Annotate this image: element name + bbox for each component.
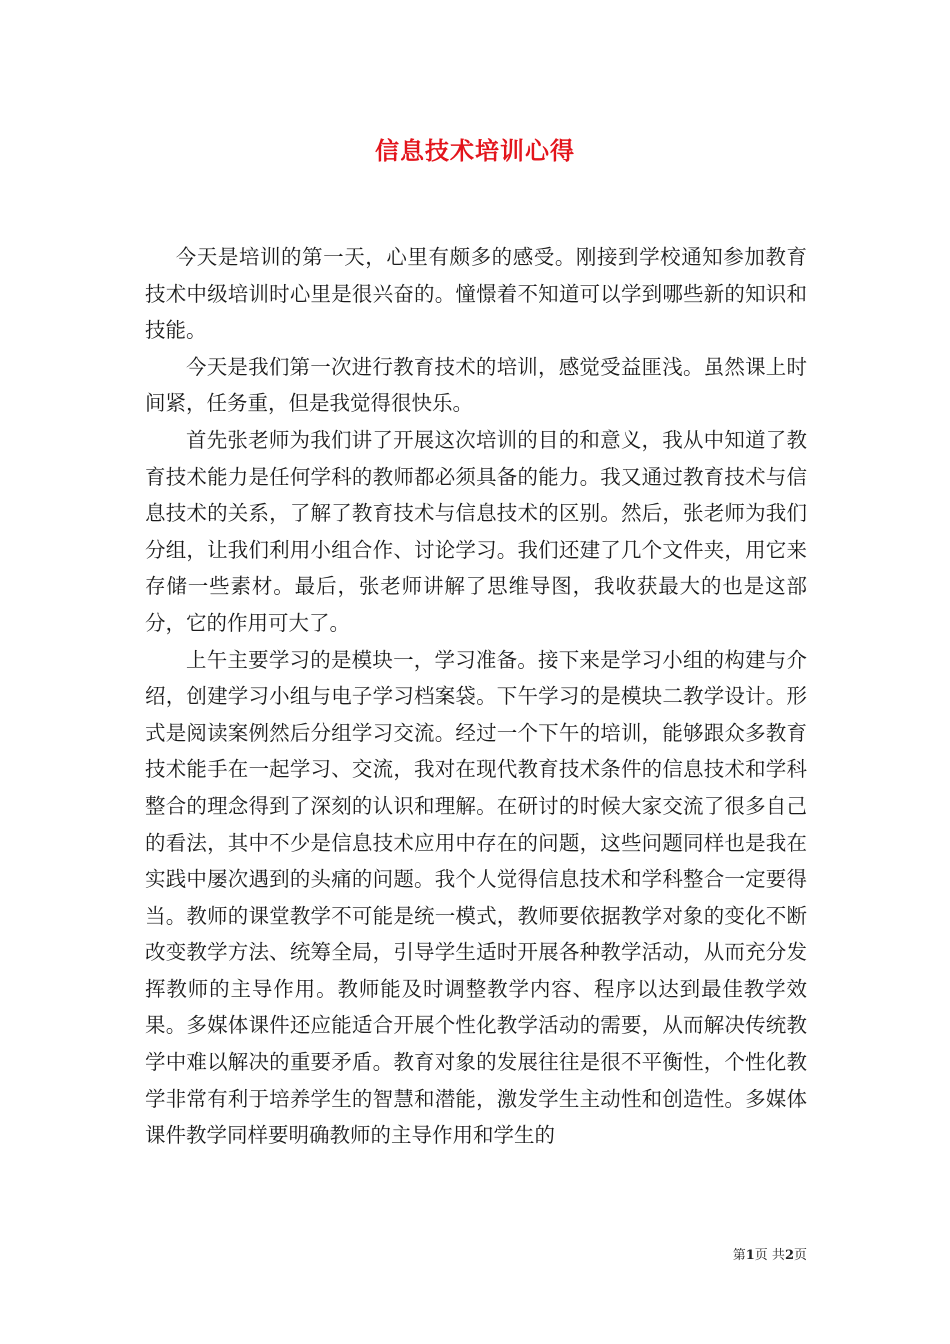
footer-suffix: 页	[793, 1248, 807, 1263]
document-body	[145, 239, 807, 1154]
document-title: 信息技术培训心得	[375, 136, 575, 165]
paragraph-1: 今天是培训的第一天，心里有颇多的感受。刚接到学校通知参加教育技术中级培训时心里是很兴奋的。憧憬着不知道可以学到哪些新的知识和技能。	[145, 245, 807, 343]
footer-middle: 页 共	[754, 1248, 785, 1263]
footer-prefix: 第	[732, 1248, 746, 1263]
paragraph-4: 上午主要学习的是模块一，学习准备。接下来是学习小组的构建与介绍，创建学习小组与电子学习档案袋。下午学习的是模块二教学设计。形式是阅读案例然后分组学习交流。经过一个下午的培训，能够跟众多教育技术能手在一起学习、交流，我对在现代教育技术条件的信息技术和学科整合的理念得到了深刻的认识和理解。在研讨的时候大家交流了很多自己的看法，其中不少是信息技术应用中存在的问题，这些问题同样也是我在实践中屡次遇到的头痛的问题。我个人觉得信息技术和学科整合一定要得当。教师的课堂教学不可能是统一模式，教师要依据教学对象的变化不断改变教学方法、统筹全局，引导学生适时开展各种教学活动，从而充分发挥教师的主导作用。教师能及时调整教学内容、程序以达到最佳教学效果。多媒体课件还应能适合开展个性化教学活动的需要，从而解决传统教学中难以解决的重要矛盾。教育对象的发展往往是很不平衡性，个性化教学非常有利于培养学生的智慧和潜能，激发学生主动性和创造性。多媒体课件教学同样要明确教师的主导作用和学生的	[145, 647, 807, 1148]
page-footer	[733, 1247, 807, 1265]
paragraph-3: 首先张老师为我们讲了开展这次培训的目的和意义，我从中知道了教育技术能力是任何学科的教师都必须具备的能力。我又通过教育技术与信息技术的关系，了解了教育技术与信息技术的区别。然后，张老师为我们分组，让我们利用小组合作、讨论学习。我们还建了几个文件夹，用它来存储一些素材。最后，张老师讲解了思维导图，我收获最大的也是这部分，它的作用可大了。	[145, 427, 807, 635]
footer-current-page: 1	[745, 1248, 755, 1263]
paragraph-2: 今天是我们第一次进行教育技术的培训，感觉受益匪浅。虽然课上时间紧，任务重，但是我觉得很快乐。	[145, 354, 807, 416]
footer-total-pages: 2	[784, 1248, 794, 1263]
